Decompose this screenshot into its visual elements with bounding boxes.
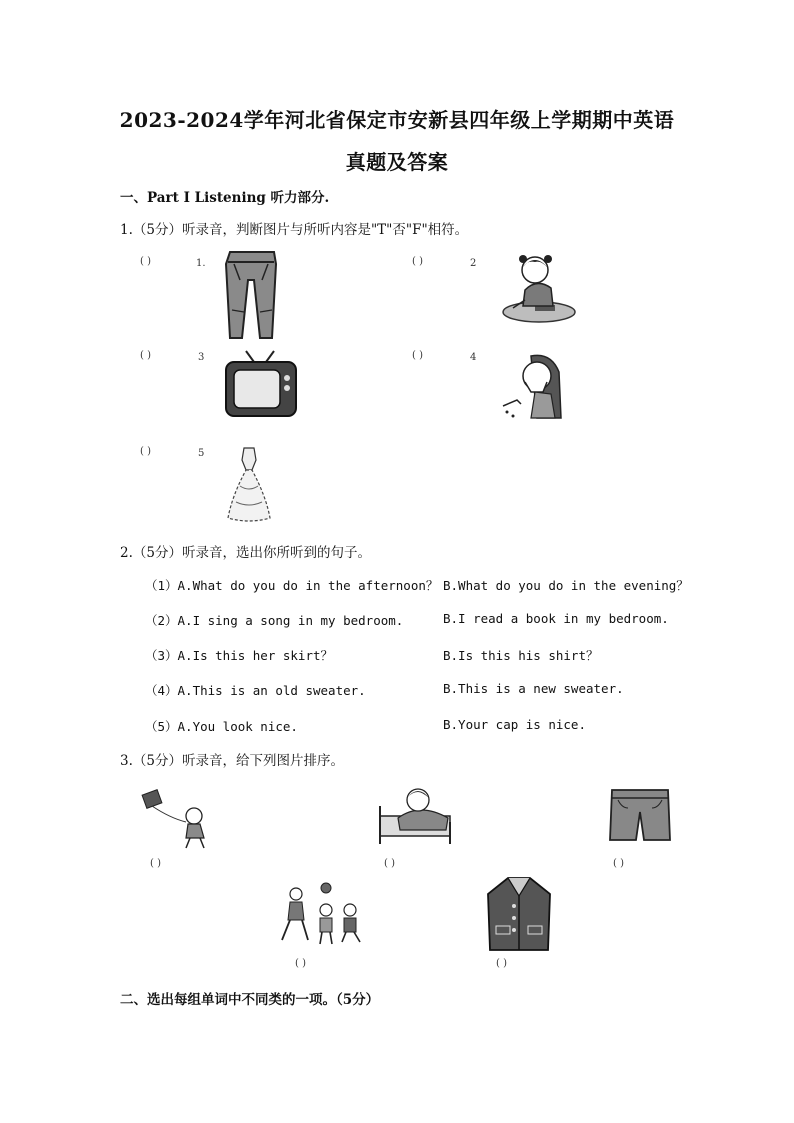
q1-paren-2[interactable]: ( ): [412, 256, 423, 267]
q1-num-5: 5: [198, 448, 205, 459]
q1-paren-5[interactable]: ( ): [140, 446, 151, 457]
children-playing-ball-picture: [276, 880, 366, 946]
q3-paren-2[interactable]: ( ): [384, 858, 395, 869]
q2-option-3b[interactable]: B.Is this his shirt？: [443, 648, 599, 663]
page-title-line2: 真题及答案: [345, 150, 449, 174]
girl-washing-face-picture: [497, 352, 569, 422]
q1-num-3: 3: [198, 352, 205, 363]
q1-paren-4[interactable]: ( ): [412, 350, 423, 361]
shorts-picture: [608, 786, 672, 846]
q2-option-2b[interactable]: B.I read a book in my bedroom.: [443, 611, 669, 626]
girl-in-bed-picture: [376, 782, 462, 848]
page-title: 2023-2024学年河北省保定市安新县四年级上学期期中英语: [119, 108, 675, 132]
q3-paren-4[interactable]: ( ): [295, 958, 306, 969]
q3-paren-5[interactable]: ( ): [496, 958, 507, 969]
q2-option-1a[interactable]: （1）A.What do you do in the afternoon？: [145, 578, 439, 593]
part2-heading: 二、选出每组单词中不同类的一项。（5分）: [120, 992, 380, 1008]
q1-paren-1[interactable]: ( ): [140, 256, 151, 267]
girl-writing-picture: [495, 250, 575, 325]
tv-picture: [224, 350, 298, 420]
girl-flying-kite-picture: [140, 788, 220, 850]
dress-picture: [226, 446, 272, 524]
q1-instruction: 1.（5分）听录音，判断图片与所听内容是"T"否"F"相符。: [120, 222, 469, 238]
coat-picture: [484, 876, 554, 954]
q1-paren-3[interactable]: ( ): [140, 350, 151, 361]
q2-option-1b[interactable]: B.What do you do in the evening？: [443, 578, 689, 593]
q2-option-4a[interactable]: （4）A.This is an old sweater.: [145, 683, 366, 698]
q2-instruction: 2.（5分）听录音，选出你所听到的句子。: [120, 545, 371, 561]
q2-option-2a[interactable]: （2）A.I sing a song in my bedroom.: [145, 613, 404, 628]
q2-option-4b[interactable]: B.This is a new sweater.: [443, 681, 624, 696]
q2-option-5a[interactable]: （5）A.You look nice.: [145, 719, 298, 734]
q3-paren-3[interactable]: ( ): [613, 858, 624, 869]
part1-heading: 一、Part I Listening 听力部分.: [120, 190, 330, 206]
q2-option-5b[interactable]: B.Your cap is nice.: [443, 717, 586, 732]
q3-instruction: 3.（5分）听录音，给下列图片排序。: [120, 753, 344, 769]
q1-num-2: 2: [470, 258, 477, 269]
q3-paren-1[interactable]: ( ): [150, 858, 161, 869]
trousers-picture: [222, 250, 282, 342]
q1-num-4: 4: [470, 352, 477, 363]
q1-num-1: 1.: [196, 258, 206, 269]
q2-option-3a[interactable]: （3）A.Is this her skirt？: [145, 648, 334, 663]
